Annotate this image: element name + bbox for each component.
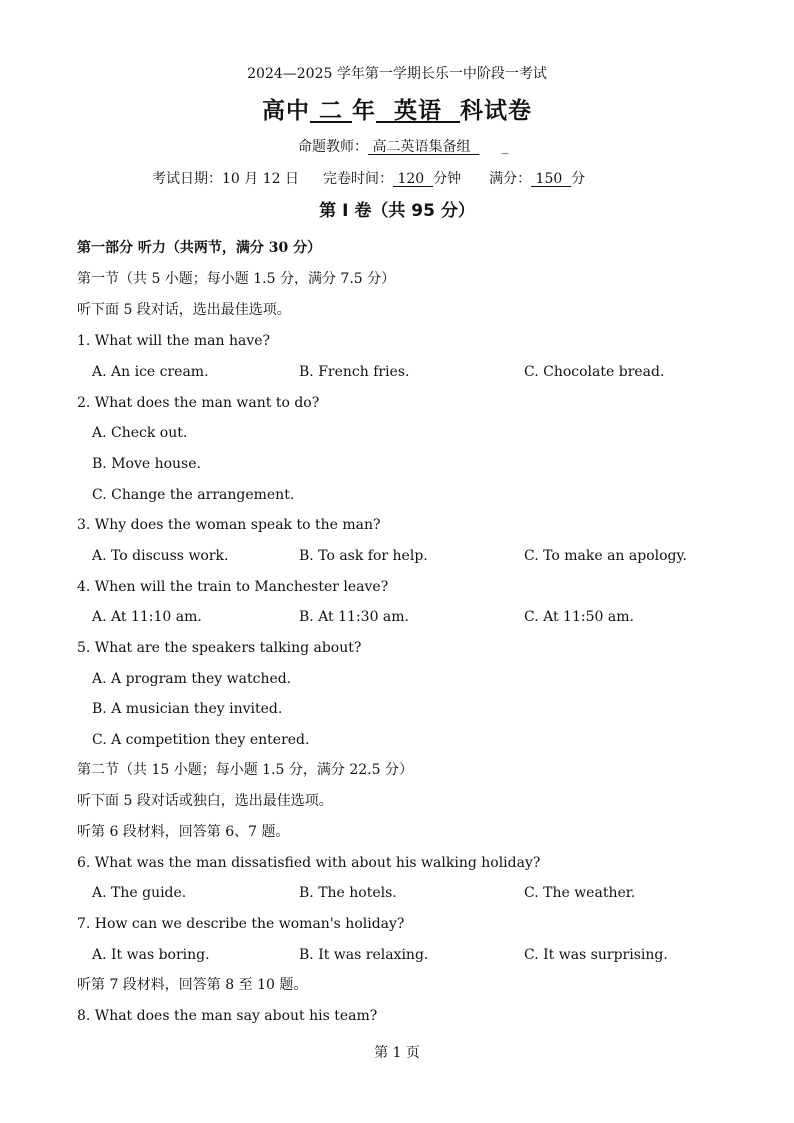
time-unit: 分钟 — [433, 171, 462, 187]
question-3-option-c: C. To make an apology. — [524, 548, 688, 564]
exam-title — [0, 92, 794, 125]
teacher-line — [298, 136, 508, 156]
question-5-option-a: A. A program they watched. — [92, 671, 292, 687]
question-1-stem: 1. What will the man have? — [77, 333, 271, 349]
question-8-stem: 8. What does the man say about his team? — [77, 1008, 378, 1024]
question-2-option-a: A. Check out. — [92, 425, 188, 441]
question-1-option-a: A. An ice cream. — [92, 364, 209, 380]
question-6-stem: 6. What was the man dissatisfied with about his walking holiday? — [77, 855, 541, 871]
question-6-option-c: C. The weather. — [524, 885, 636, 901]
score-value: 150 — [535, 171, 563, 187]
question-4-option-b: B. At 11:30 am. — [299, 609, 409, 625]
teacher-value: 高二英语集备组 — [372, 139, 471, 155]
question-4-stem: 4. When will the train to Manchester leave? — [77, 579, 389, 595]
score-label: 满分： — [489, 171, 532, 187]
title-subject: 英语 — [394, 97, 443, 124]
teacher-label: 命题教师： — [298, 139, 368, 155]
question-1-option-c: C. Chocolate bread. — [524, 364, 665, 380]
title-mid: 年 — [352, 97, 376, 124]
question-7-option-b: B. It was relaxing. — [299, 947, 429, 963]
title-prefix: 高中 — [261, 97, 310, 124]
page-number: 第 1 页 — [374, 1045, 420, 1061]
time-label: 完卷时间： — [322, 171, 393, 187]
question-3-option-a: A. To discuss work. — [92, 548, 229, 564]
question-2-stem: 2. What does the man want to do? — [77, 395, 320, 411]
question-7-option-c: C. It was surprising. — [524, 947, 668, 963]
score-unit: 分 — [571, 171, 586, 187]
exam-info-line — [152, 168, 585, 188]
question-5-option-c: C. A competition they entered. — [92, 732, 310, 748]
question-2-option-c: C. Change the arrangement. — [92, 487, 295, 503]
title-grade: 二 — [318, 97, 343, 124]
question-4-option-a: A. At 11:10 am. — [92, 609, 202, 625]
section1-title: 第一节（共 5 小题；每小题 1.5 分，满分 7.5 分） — [77, 271, 396, 287]
question-2-option-b: B. Move house. — [92, 456, 201, 472]
question-5-stem: 5. What are the speakers talking about? — [77, 640, 362, 656]
title-suffix: 科试卷 — [460, 97, 533, 124]
material-7-heading: 听第 7 段材料，回答第 8 至 10 题。 — [77, 977, 308, 993]
section2-instruction: 听下面 5 段对话或独白，选出最佳选项。 — [77, 793, 333, 809]
question-4-option-c: C. At 11:50 am. — [524, 609, 634, 625]
question-7-stem: 7. How can we describe the woman's holiday? — [77, 916, 405, 932]
volume-title: 第 I 卷（共 95 分） — [319, 201, 475, 221]
question-3-stem: 3. Why does the woman speak to the man? — [77, 517, 381, 533]
question-3-option-b: B. To ask for help. — [299, 548, 428, 564]
exam-header-line: 2024—2025 学年第一学期长乐一中阶段一考试 — [247, 66, 547, 82]
material-6-heading: 听第 6 段材料，回答第 6、7 题。 — [77, 824, 290, 840]
part1-title: 第一部分 听力（共两节，满分 30 分） — [77, 240, 322, 256]
question-6-option-b: B. The hotels. — [299, 885, 397, 901]
question-5-option-b: B. A musician they invited. — [92, 701, 283, 717]
section1-instruction: 听下面 5 段对话，选出最佳选项。 — [77, 302, 291, 318]
time-value: 120 — [397, 171, 425, 187]
exam-date: 考试日期：10 月 12 日 — [152, 171, 299, 187]
question-1-option-b: B. French fries. — [299, 364, 410, 380]
question-7-option-a: A. It was boring. — [92, 947, 210, 963]
teacher-blank: _ — [501, 139, 509, 155]
question-6-option-a: A. The guide. — [92, 885, 187, 901]
section2-title: 第二节（共 15 小题；每小题 1.5 分，满分 22.5 分） — [77, 762, 413, 778]
